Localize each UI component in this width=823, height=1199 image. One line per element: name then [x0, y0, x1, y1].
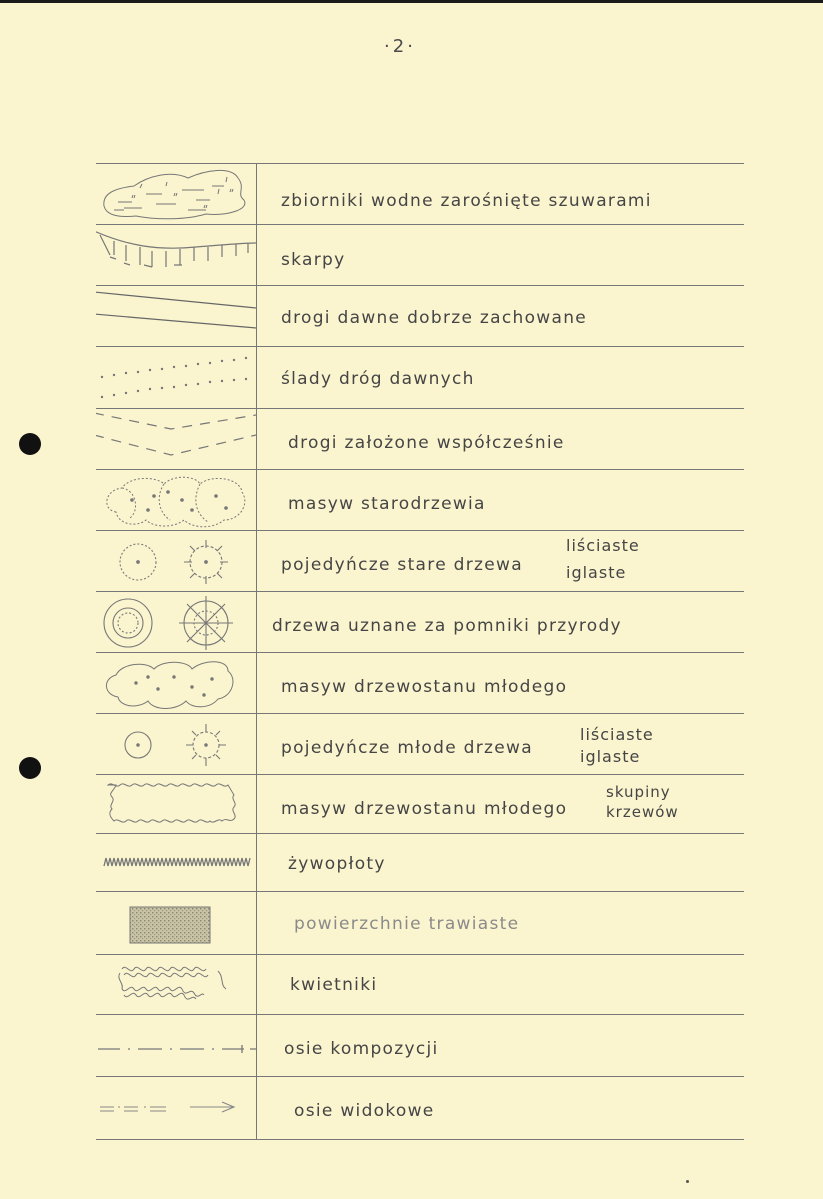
legend-row: [96, 713, 744, 775]
legend-symbol-cell: [96, 714, 257, 775]
legend-symbol-cell: [96, 592, 257, 653]
dotted-road-icon: [96, 347, 256, 409]
legend-symbol-cell: [96, 955, 257, 1015]
old-single-trees-icon: [96, 531, 256, 592]
reeds-pond-icon: [96, 164, 256, 225]
legend-symbol-cell: [96, 1015, 257, 1077]
legend-label: drogi dawne dobrze zachowane: [281, 308, 588, 328]
legend-symbol-cell: [96, 409, 257, 470]
hedge-icon: [96, 834, 256, 892]
legend-label: żywopłoty: [288, 854, 386, 874]
grass-area-icon: [96, 892, 256, 955]
stray-mark: [686, 1180, 689, 1183]
legend-row: [96, 833, 744, 892]
punch-hole-top: [19, 433, 41, 455]
legend-row: [96, 954, 744, 1015]
top-edge-line: [0, 0, 823, 3]
legend-row: [96, 1076, 744, 1140]
legend-symbol-cell: [96, 347, 257, 409]
legend-sublabel: liściaste: [580, 725, 654, 744]
legend-label: pojedyńcze stare drzewa: [281, 555, 523, 575]
legend-symbol-cell: [96, 834, 257, 892]
legend-symbol-cell: [96, 470, 257, 531]
escarpment-icon: [96, 225, 256, 286]
page-number: ·2·: [384, 36, 416, 57]
legend-label: osie widokowe: [294, 1101, 435, 1121]
legend-label: drogi założone współcześnie: [288, 433, 565, 453]
legend-label: drzewa uznane za pomniki przyrody: [272, 616, 622, 636]
legend-row: [96, 891, 744, 955]
legend-sublabel: skupiny: [606, 783, 671, 801]
legend-label: osie kompozycji: [284, 1039, 439, 1059]
monument-trees-icon: [96, 592, 256, 653]
legend-label: skarpy: [281, 250, 346, 270]
legend-row: [96, 408, 744, 470]
old-tree-mass-icon: [96, 470, 256, 531]
legend-label: zbiorniki wodne zarośnięte szuwarami: [281, 191, 652, 211]
composition-axis-icon: [96, 1015, 256, 1077]
legend-label: ślady dróg dawnych: [281, 369, 475, 389]
legend-symbol-cell: [96, 164, 257, 225]
legend-label: kwietniki: [290, 975, 378, 995]
legend-sublabel: iglaste: [580, 747, 641, 766]
legend-label: pojedyńcze młode drzewa: [281, 738, 533, 758]
legend-sublabel: iglaste: [566, 563, 627, 582]
legend-row: [96, 591, 744, 653]
legend-symbol-cell: [96, 892, 257, 955]
legend-label: masyw starodrzewia: [288, 494, 486, 514]
legend-symbol-cell: [96, 1077, 257, 1139]
legend-row: [96, 652, 744, 714]
dashed-road-icon: [96, 409, 256, 470]
legend-sublabel: krzewów: [606, 803, 679, 821]
legend-symbol-cell: [96, 286, 257, 347]
legend-row: [96, 530, 744, 592]
legend-label: masyw drzewostanu młodego: [281, 799, 568, 819]
legend-symbol-cell: [96, 653, 257, 714]
legend-label: masyw drzewostanu młodego: [281, 677, 568, 697]
legend-symbol-cell: [96, 225, 257, 286]
legend-row: [96, 469, 744, 531]
young-single-trees-icon: [96, 714, 256, 775]
punch-hole-bottom: [19, 757, 41, 779]
legend-label: powierzchnie trawiaste: [294, 914, 520, 934]
flowerbed-icon: [96, 955, 256, 1015]
view-axis-icon: [96, 1077, 256, 1139]
legend-symbol-cell: [96, 775, 257, 834]
legend-sublabel: liściaste: [566, 536, 640, 555]
legend-row: [96, 285, 744, 347]
legend-row: [96, 224, 744, 286]
legend-symbol-cell: [96, 531, 257, 592]
shrub-group-icon: [96, 775, 256, 834]
legend-row: [96, 163, 744, 225]
legend-row: [96, 346, 744, 409]
old-road-lines-icon: [96, 286, 256, 347]
legend-row: [96, 774, 744, 834]
legend-row: [96, 1014, 744, 1077]
young-tree-mass-icon: [96, 653, 256, 714]
